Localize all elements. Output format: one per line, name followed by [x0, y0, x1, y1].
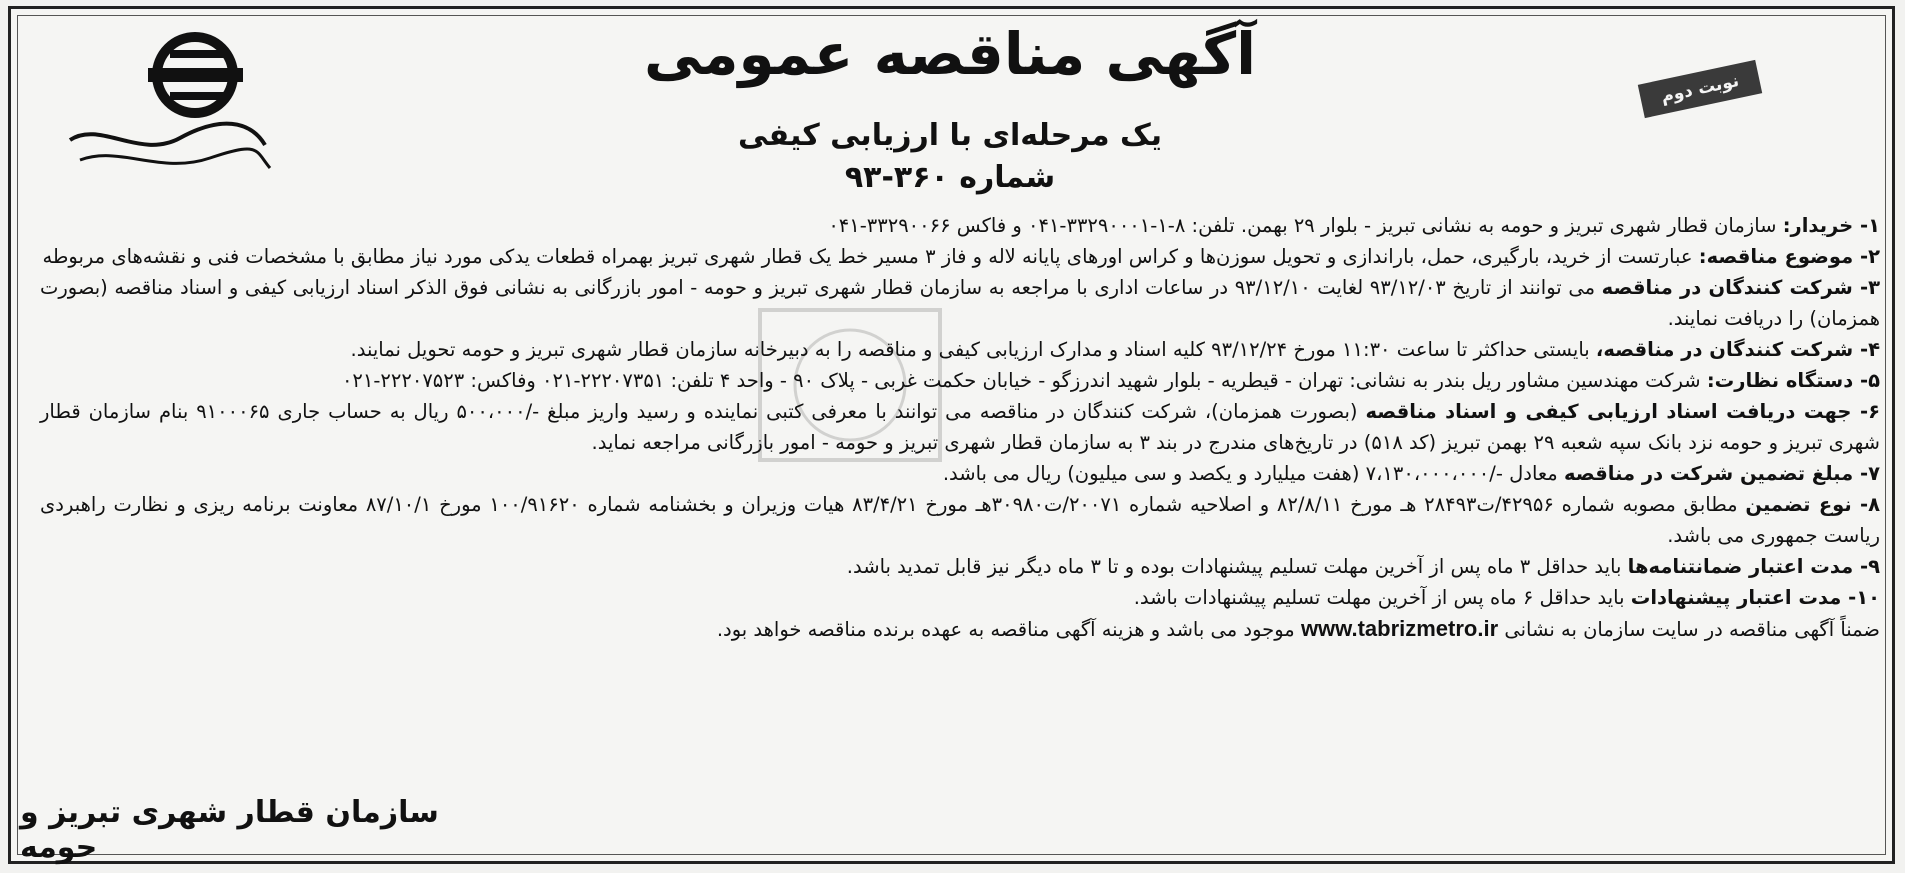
item-offer-validity: ۱۰- مدت اعتبار پیشنهادات باید حداقل ۶ ماه پس از آخرین مهلت تسلیم پیشنهادات باشد.: [1133, 586, 1880, 609]
item-guarantee-type: ۸- نوع تضمین مطابق مصوبه شماره ۴۲۹۵۶/ت۲۸۴۹۳ هـ مورخ ۸۲/۸/۱۱ و اصلاحیه شماره ۲۰۰۷۱/ت۳۰۹۸۰هـ مورخ ۸۳/۴/۲۱ هیات وزیران و بخشنامه شماره ۱۰۰/۹۱۶۲۰ مورخ ۸۷/۱۰/۱ معاونت برنامه ریزی و نظارت راهبردی ریاست جمهوری می باشد.: [40, 493, 1881, 547]
notice-body: [40, 210, 1880, 645]
item-submission-deadline: ۴- شرکت کنندگان در مناقصه، بایستی حداکثر تا ساعت ۱۱:۳۰ مورخ ۹۳/۱۲/۲۴ کلیه اسناد و مدارک ارزیابی کیفی و مناقصه را به دبیرخانه سازمان قطار شهری تبریز و حومه تحویل نمایند.: [350, 338, 1880, 361]
item-document-pickup: ۳- شرکت کنندگان در مناقصه می توانند از تاریخ ۹۳/۱۲/۰۳ لغایت ۹۳/۱۲/۱۰ در ساعات اداری با مراجعه به سازمان قطار شهری تبریز و حومه - امور بازرگانی به نشانی فوق الذکر اسناد ارزیابی کیفی و اسناد مناقصه (بصورت همزمان) را دریافت نمایند.: [40, 276, 1881, 330]
second-publication-ribbon: نوبت دوم: [1638, 60, 1762, 118]
footer-note: ضمناً آگهی مناقصه در سایت سازمان به نشانی www.tabrizmetro.ir موجود می باشد و هزینه آگهی مناقصه به عهده برنده مناقصه خواهد بود.: [716, 616, 1880, 641]
website-link[interactable]: www.tabrizmetro.ir: [1300, 616, 1499, 641]
item-guarantee-amount: ۷- مبلغ تضمین شرکت در مناقصه معادل -/۷،۱۳۰،۰۰۰،۰۰۰ (هفت میلیارد و یکصد و سی میلیون) ریال می باشد.: [942, 462, 1880, 485]
item-supervisor: ۵- دستگاه نظارت: شرکت مهندسین مشاور ریل بندر به نشانی: تهران - قیطریه - بلوار شهید اندرزگو - خیابان حکمت غربی - پلاک ۹۰ - واحد ۴ تلفن: ۲۲۲۰۷۳۵۱-۰۲۱ وفاکس: ۲۲۲۰۷۵۲۳-۰۲۱: [341, 369, 1880, 392]
notice-title: آگهی مناقصه عمومی: [643, 20, 1257, 88]
organization-logo: [60, 20, 280, 200]
item-subject: ۲- موضوع مناقصه: عبارتست از خرید، بارگیری، حمل، باراندازی و تحویل سوزن‌ها و کراس اورهای پایانه لاله و فاز ۳ مسیر خط یک قطار شهری تبریز بهمراه قطعات یدکی مورد نیاز مطابق با مشخصات فنی و نقشه‌های مربوطه: [42, 245, 1880, 268]
notice-number: شماره ۳۶۰-۹۳: [844, 160, 1056, 195]
item-guarantee-validity: ۹- مدت اعتبار ضمانتنامه‌ها باید حداقل ۳ ماه پس از آخرین مهلت تسلیم پیشنهادات بوده و تا ۳ ماه دیگر نیز قابل تمدید باشد.: [846, 555, 1880, 578]
item-buyer: ۱- خریدار: سازمان قطار شهری تبریز و حومه به نشانی تبریز - بلوار ۲۹ بهمن. تلفن: ۸-۱-۳۳۲۹۰۰۰۱-۰۴۱ و فاکس ۳۳۲۹۰۰۶۶-۰۴۱: [828, 214, 1880, 237]
notice-subtitle: یک مرحله‌ای با ارزیابی کیفی: [738, 118, 1162, 153]
item-document-payment: ۶- جهت دریافت اسناد ارزیابی کیفی و اسناد مناقصه (بصورت همزمان)، شرکت کنندگان در مناقصه می توانند با معرفی کتبی نماینده و رسید واریز مبلغ -/۵۰۰،۰۰۰ ریال به حساب جاری ۹۱۰۰۰۶۵ بنام سازمان قطار شهری تبریز و حومه نزد بانک سپه شعبه ۲۹ بهمن تبریز (کد ۵۱۸) در تاریخ‌های مندرج در بند ۳ به سازمان قطار شهری تبریز و حومه - امور بازرگانی مراجعه نماید.: [40, 400, 1880, 454]
signature: سازمان قطار شهری تبریز و حومه: [20, 795, 439, 865]
